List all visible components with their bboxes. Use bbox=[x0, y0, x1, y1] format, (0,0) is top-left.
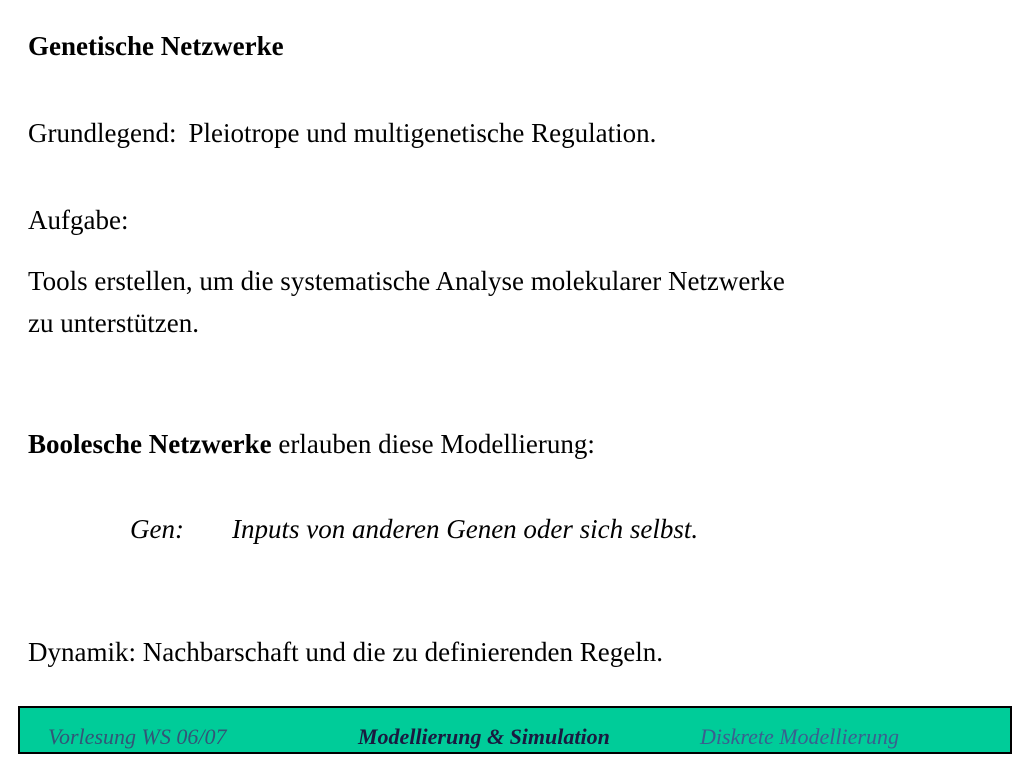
boolesche-line bbox=[28, 427, 595, 461]
boolesche-term: Boolesche Netzwerke bbox=[28, 429, 272, 459]
dynamik-line: Dynamik: Nachbarschaft und die zu definierenden Regeln. bbox=[28, 637, 664, 667]
aufgabe-text-line-1: Tools erstellen, um die systematische Analyse molekularer Netzwerke bbox=[28, 266, 785, 296]
grundlegend-line bbox=[28, 116, 656, 150]
footer-topic: Modellierung & Simulation bbox=[358, 724, 610, 749]
footer-subtopic: Diskrete Modellierung bbox=[700, 724, 899, 749]
aufgabe-label: Aufgabe: bbox=[28, 205, 129, 235]
boolesche-text: erlauben diese Modellierung: bbox=[271, 429, 595, 459]
aufgabe-text-line-2: zu unterstützen. bbox=[28, 308, 199, 338]
grundlegend-text: Pleiotrope und multigenetische Regulation. bbox=[188, 118, 657, 148]
grundlegend-label: Grundlegend: bbox=[28, 118, 177, 148]
slide-title: Genetische Netzwerke bbox=[28, 31, 284, 61]
footer-course: Vorlesung WS 06/07 bbox=[48, 724, 227, 749]
gen-line bbox=[130, 512, 698, 546]
gen-label: Gen: bbox=[130, 514, 184, 544]
gen-text: Inputs von anderen Genen oder sich selbst. bbox=[232, 514, 699, 544]
footer-bar bbox=[18, 706, 1012, 754]
